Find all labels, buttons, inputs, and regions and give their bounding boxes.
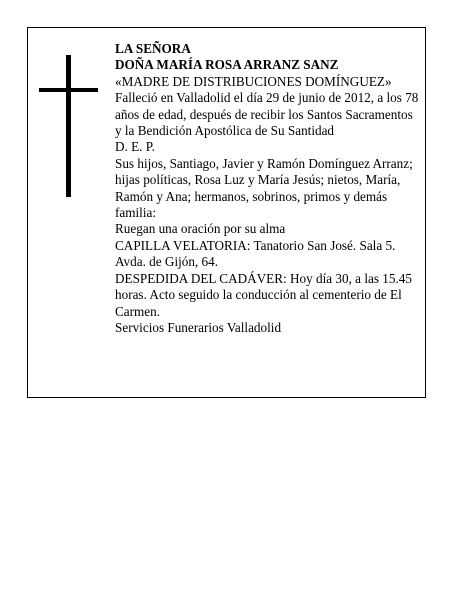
family-text: Sus hijos, Santiago, Javier y Ramón Domínguez Arranz; hijas políticas, Rosa Luz y María Jesús; nietos, María, Ramón y Ana; hermanos, sobrinos, primos y demás familia: [115, 155, 413, 221]
obituary-notice [27, 27, 426, 398]
funeral-services-text: Servicios Funerarios Valladolid [115, 319, 282, 335]
heading-title: LA SEÑORA [115, 41, 191, 56]
cross-horizontal-bar [39, 88, 98, 92]
prayer-text: Ruegan una oración por su alma [115, 221, 286, 237]
subtitle: «MADRE DE DISTRIBUCIONES DOMÍNGUEZ» [115, 73, 392, 89]
rip-text: D. E. P. [115, 139, 155, 155]
cross-vertical-bar [66, 55, 71, 197]
death-text: Falleció en Valladolid el día 29 de junio de 2012, a los 78 años de edad, después de recibir los Santos Sacramentos y la Bendición Apostólica de Su Santidad [115, 90, 419, 139]
chapel-text: CAPILLA VELATORIA: Tanatorio San José. Sala 5. Avda. de Gijón, 64. [115, 237, 396, 270]
notice-text [115, 41, 421, 336]
deceased-name: DOÑA MARÍA ROSA ARRANZ SANZ [115, 57, 339, 73]
farewell-text: DESPEDIDA DEL CADÁVER: Hoy día 30, a las 15.45 horas. Acto seguido la conducción al cementerio de El Carmen. [115, 270, 412, 319]
